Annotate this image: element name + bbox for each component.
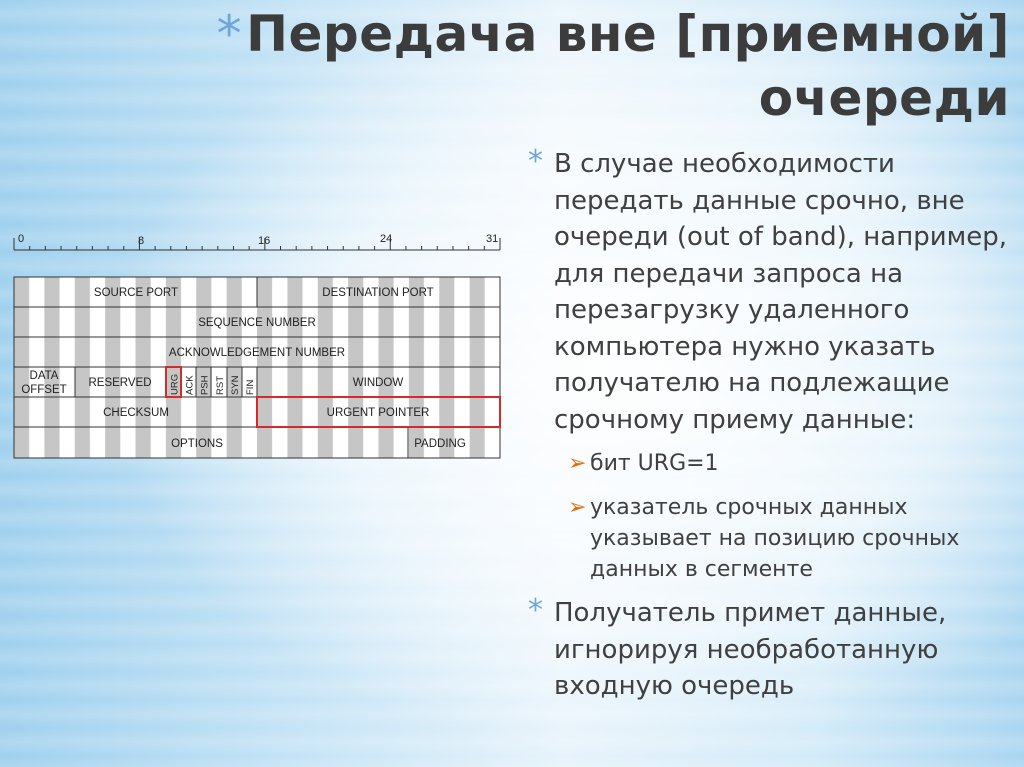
flag-rst: RST (215, 376, 226, 395)
sub-bullet-2 (528, 492, 1018, 585)
field-ack-number: ACKNOWLEDGEMENT NUMBER (168, 347, 346, 359)
field-reserved: RESERVED (88, 377, 152, 389)
field-data-offset-line1: DATA (29, 370, 59, 382)
ruler-label-0: 0 (18, 233, 25, 245)
flag-syn: SYN (230, 375, 241, 395)
bullet-1 (528, 146, 1018, 438)
bullet-2 (528, 595, 1018, 705)
field-sequence-number: SEQUENCE NUMBER (198, 317, 316, 329)
sub-bullet-2-text: указатель срочных данных указывает на позицию срочных данных в сегменте (590, 495, 960, 582)
field-source-port: SOURCE PORT (93, 287, 179, 299)
bit-ruler (14, 233, 500, 250)
bullet-star-icon: * (528, 144, 543, 179)
flag-urg: URG (169, 373, 181, 395)
field-options: OPTIONS (171, 438, 223, 450)
field-padding: PADDING (414, 438, 466, 450)
ruler-label-31: 31 (486, 233, 499, 245)
bullet-1-text: В случае необходимости передать данные срочно, вне очереди (out of band), например, для передачи запроса на перезагрузку удаленного компьютера нужно указать получателю на подлежащие срочному приему данные: (554, 149, 1008, 435)
ruler-label-16: 16 (258, 235, 271, 247)
arrow-bullet-icon: ➢ (568, 495, 587, 520)
tcp-header-diagram (8, 226, 508, 462)
field-destination-port: DESTINATION PORT (322, 287, 434, 299)
flag-fin: FIN (245, 379, 256, 395)
title-line-1: Передача вне [приемной] (246, 5, 1010, 63)
title (217, 2, 1010, 130)
title-star-icon: * (216, 5, 243, 63)
tcp-header-svg (8, 226, 508, 462)
title-line-2: очереди (758, 69, 1010, 127)
ruler-label-24: 24 (380, 233, 393, 245)
sub-bullet-1 (528, 448, 1018, 479)
field-data-offset-line2: OFFSET (21, 384, 67, 396)
sub-bullet-1-text: бит URG=1 (590, 451, 719, 476)
slide-content (528, 146, 1018, 705)
arrow-bullet-icon: ➢ (568, 451, 587, 476)
field-window: WINDOW (352, 377, 404, 389)
bullet-star-icon: * (528, 593, 543, 628)
field-checksum: CHECKSUM (103, 407, 169, 419)
field-urgent-pointer: URGENT POINTER (326, 407, 430, 419)
flag-ack: ACK (184, 375, 196, 395)
ruler-ticks (14, 238, 500, 250)
flag-psh: PSH (199, 375, 211, 395)
ruler-label-8: 8 (138, 235, 145, 247)
bullet-2-text: Получатель примет данные, игнорируя необработанную входную очередь (554, 598, 947, 701)
